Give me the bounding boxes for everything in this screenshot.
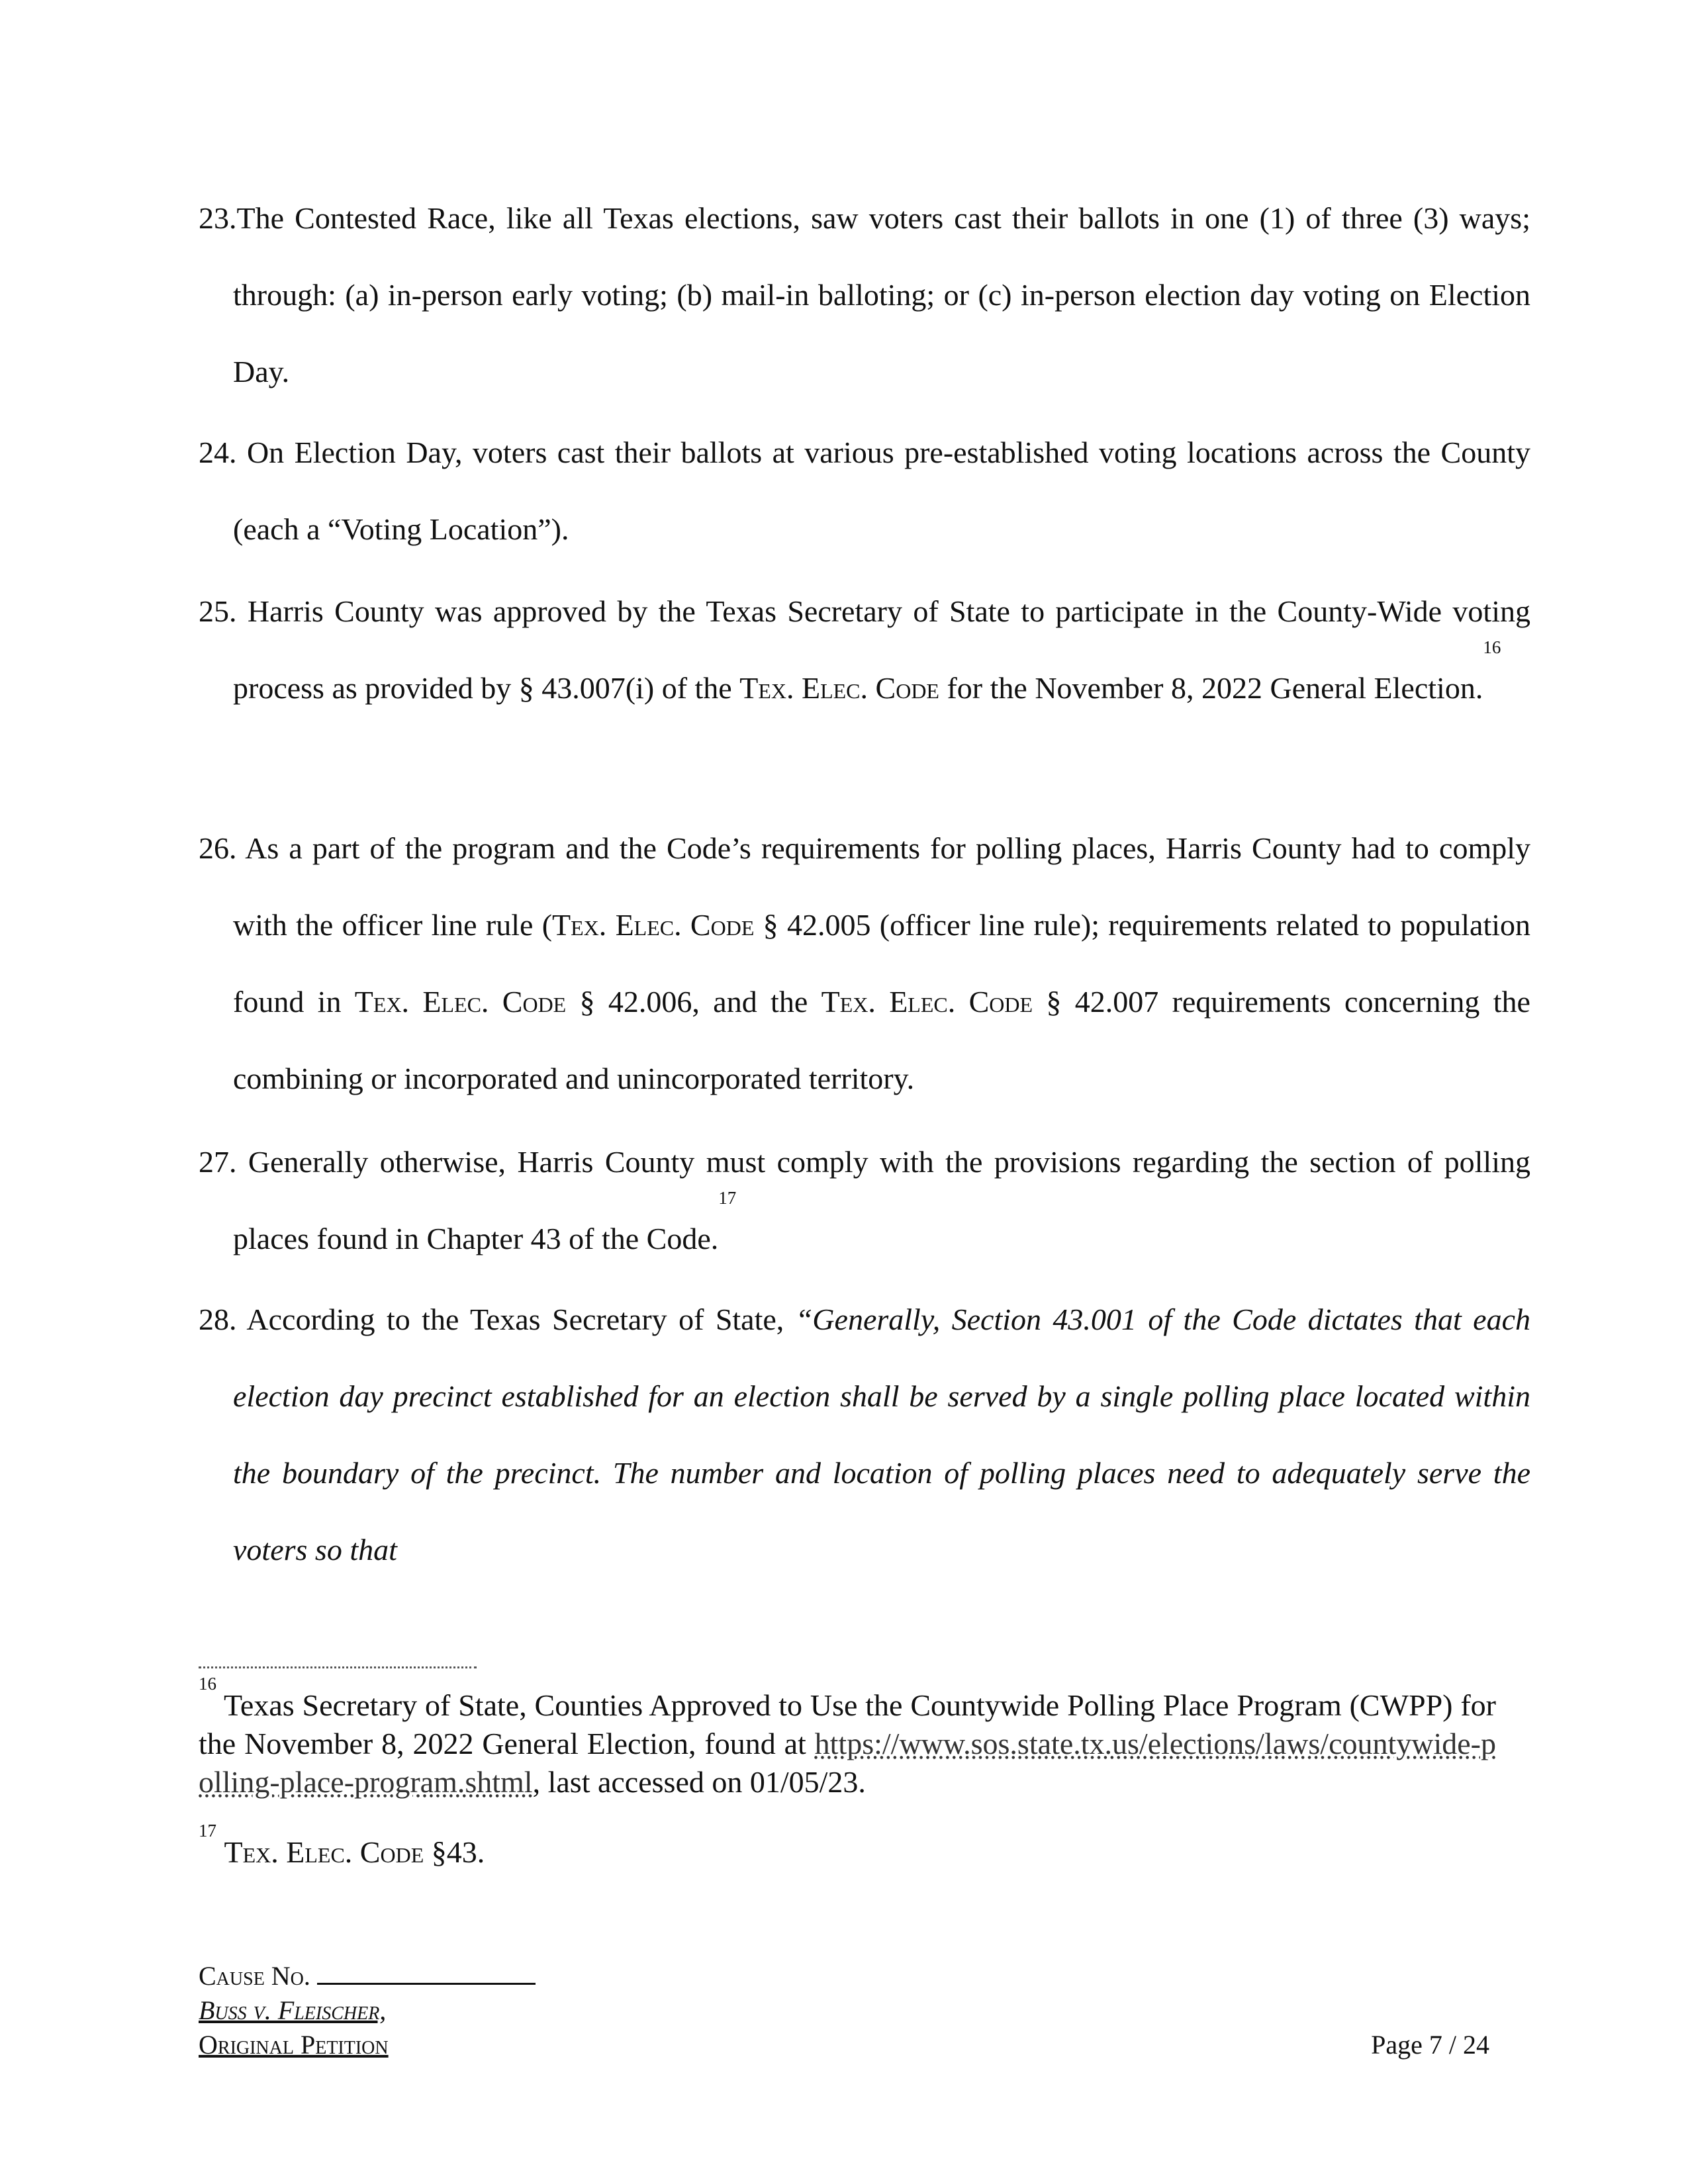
- paragraph-23: [199, 180, 1530, 410]
- paragraph-number: 25.: [199, 594, 237, 628]
- footnote-16: [199, 1674, 1496, 1801]
- paragraph-number: 23.: [199, 201, 237, 235]
- code-citation: Tex. Elec. Code: [739, 671, 939, 705]
- paragraph-24: [199, 414, 1530, 568]
- paragraph-text: for the November 8, 2022 General Election.: [939, 671, 1483, 705]
- paragraph-28: [199, 1281, 1530, 1588]
- case-name: Buss v. Fleischer,: [199, 1995, 387, 2025]
- code-citation: Tex. Elec. Code: [224, 1835, 424, 1869]
- paragraph-text: According to the Texas Secretary of State,: [246, 1302, 796, 1336]
- paragraph-number: 24.: [199, 435, 237, 469]
- footnote-ref-16[interactable]: 16: [1483, 637, 1501, 657]
- paragraph-text: § 42.007 requirements concerning the combining or incorporated and unincorporated territory.: [233, 985, 1530, 1095]
- cause-number: [199, 1959, 536, 1993]
- paragraph-number: 27.: [199, 1145, 237, 1179]
- footnote-separator: [199, 1666, 477, 1668]
- paragraph-text: As a part of the program and the Code’s requirements for polling places, Harris County had to comply with the officer line rule (: [233, 831, 1531, 942]
- paragraph-number: 28.: [199, 1302, 237, 1336]
- cause-number-blank: [317, 1960, 536, 1985]
- paragraph-27: [199, 1124, 1530, 1277]
- footnote-number: 16: [199, 1674, 216, 1694]
- cause-label: Cause No.: [199, 1961, 310, 1991]
- paragraph-text: Harris County was approved by the Texas Secretary of State to participate in the County-Wide voting process as provided by § 43.007(i) of the: [233, 594, 1530, 705]
- page-number: Page 7 / 24: [1371, 2030, 1489, 2060]
- paragraph-text: § 42.006, and the: [566, 985, 821, 1019]
- code-citation: Tex. Elec. Code: [821, 985, 1033, 1019]
- page-footer-left: [199, 1959, 536, 2062]
- paragraph-text: On Election Day, voters cast their ballots at various pre-established voting locations across the County (each a “Voting Location”).: [233, 435, 1531, 546]
- footnote-text: , last accessed on 01/05/23.: [532, 1765, 866, 1799]
- document-title: Original Petition: [199, 2030, 389, 2060]
- paragraph-text: The Contested Race, like all Texas elections, saw voters cast their ballots in one (1) of three (3) ways; through: (a) in-person early voting; (b) mail-in balloting; or (c) in-person election day voting on Election Day.: [233, 201, 1530, 388]
- footnote-ref-17[interactable]: 17: [718, 1188, 737, 1208]
- footnote-number: 17: [199, 1821, 216, 1841]
- code-citation: Tex. Elec. Code: [552, 908, 755, 942]
- paragraph-number: 26.: [199, 831, 237, 865]
- paragraph-26: [199, 810, 1530, 1117]
- footnote-text: §43.: [424, 1835, 485, 1869]
- quoted-text: “Generally, Section 43.001 of the Code dictates that each election day precinct established for an election shall be served by a single polling place located within the boundary of the precinct. The number and location of polling places need to adequately serve the voters so that: [233, 1302, 1530, 1567]
- code-citation: Tex. Elec. Code: [354, 985, 567, 1019]
- paragraph-text: Generally otherwise, Harris County must comply with the provisions regarding the section of polling places found in Chapter 43 of the Code.: [233, 1145, 1530, 1255]
- footnote-17: [199, 1821, 1496, 1872]
- footnote-link[interactable]: https://www.sos.state.tx.us/elections/laws/countywide-polling-place-program.shtml: [199, 1727, 1496, 1799]
- paragraph-25: [199, 573, 1530, 727]
- paragraph-text: § 42.005 (officer line rule); requirements related to population found in: [233, 908, 1531, 1019]
- footnote-text: Texas Secretary of State, Counties Approved to Use the Countywide Polling Place Program (CWPP) for the November 8, 2022 General Election, found at: [199, 1688, 1496, 1760]
